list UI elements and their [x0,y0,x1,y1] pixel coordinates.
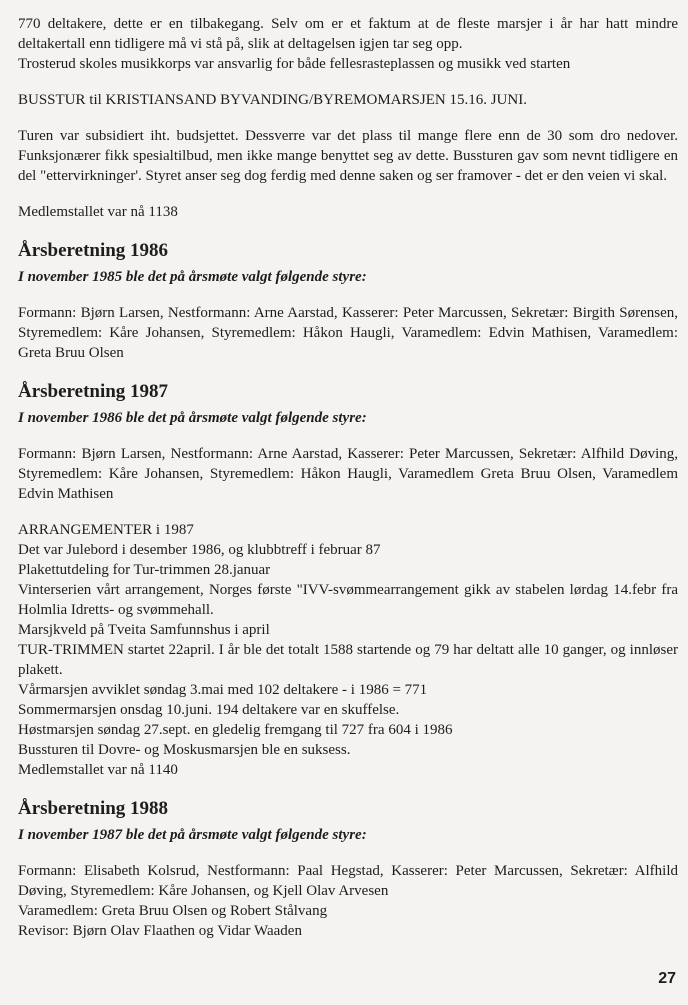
list-item: Marsjkveld på Tveita Samfunnshus i april [18,622,270,638]
bus-paragraph: Turen var subsidiert iht. budsjettet. Dessverre var det plass til mange flere enn de 30 som dro nedover. Funksjonærer fikk spesialtilbud, men ikke mange benyttet seg av dette. Bussturen gav som nevnt tidligere en del "ettervirkninger'. Styret anser seg dog ferdig med denne saken og ser framover - det er den veien vi skal. [18,128,678,184]
list-item: Bussturen til Dovre- og Moskusmarsjen ble en suksess. [18,742,351,758]
board-1987: Formann: Bjørn Larsen, Nestformann: Arne Aarstad, Kasserer: Peter Marcussen, Sekretær: Alfhild Døving, Styremedlem: Kåre Johansen, Styremedlem: Håkon Haugli, Varamedlem Greta Bruu Olsen, Varamedlem Edvin Mathisen [18,446,678,502]
subheading-1988: I november 1987 ble det på årsmøte valgt følgende styre: [18,827,367,843]
document-page [18,14,678,941]
intro-musikkorps: Trosterud skoles musikkorps var ansvarlig for både fellesrasteplassen og musikk ved starten [18,56,571,72]
subheading-1986: I november 1985 ble det på årsmøte valgt følgende styre: [18,269,367,285]
list-item: Sommermarsjen onsdag 10.juni. 194 deltakere var en skuffelse. [18,702,400,718]
list-item: Høstmarsjen søndag 27.sept. en gledelig fremgang til 727 fra 604 i 1986 [18,722,453,738]
board-1986: Formann: Bjørn Larsen, Nestformann: Arne Aarstad, Kasserer: Peter Marcussen, Sekretær: Birgith Sørensen, Styremedlem: Kåre Johansen, Styremedlem: Håkon Haugli, Varamedlem: Edvin Mathisen, Varamedlem: Greta Bruu Olsen [18,305,678,361]
intro-paragraph: 770 deltakere, dette er en tilbakegang. Selv om er et faktum at de fleste marsjer i år har hatt mindre deltakertall enn tidligere må vi stå på, slik at deltagelsen igjen tar seg opp. [18,16,678,52]
page-number: 27 [658,970,676,987]
list-item: Plakettutdeling for Tur-trimmen 28.januar [18,562,271,578]
list-item: Det var Julebord i desember 1986, og klubbtreff i februar 87 [18,542,381,558]
heading-1987: Årsberetning 1987 [18,381,169,402]
list-item: Medlemstallet var nå 1140 [18,762,178,778]
vara-1988: Varamedlem: Greta Bruu Olsen og Robert Stålvang [18,903,328,919]
members-1138: Medlemstallet var nå 1138 [18,204,178,220]
heading-1986: Årsberetning 1986 [18,240,169,261]
list-item: Vinterserien vårt arrangement, Norges første "IVV-svømmearrangement gikk av stabelen lørdag 14.febr fra Holmlia Idretts- og svømmehall. [18,582,678,618]
arrangements-list [18,540,678,780]
heading-1988: Årsberetning 1988 [18,798,169,819]
bus-heading: BUSSTUR til KRISTIANSAND BYVANDING/BYREMOMARSJEN 15.16. JUNI. [18,92,527,108]
list-item: TUR-TRIMMEN startet 22april. I år ble det totalt 1588 startende og 79 har deltatt alle 10 ganger, og innløser plakett. [18,642,678,678]
arrangements-heading: ARRANGEMENTER i 1987 [18,522,194,538]
subheading-1987: I november 1986 ble det på årsmøte valgt følgende styre: [18,410,367,426]
list-item: Vårmarsjen avviklet søndag 3.mai med 102 deltakere - i 1986 = 771 [18,682,428,698]
board-1988: Formann: Elisabeth Kolsrud, Nestformann: Paal Hegstad, Kasserer: Peter Marcussen, Sekretær: Alfhild Døving, Styremedlem: Kåre Johansen, og Kjell Olav Arvesen [18,863,678,899]
revisor-1988: Revisor: Bjørn Olav Flaathen og Vidar Waaden [18,923,302,939]
